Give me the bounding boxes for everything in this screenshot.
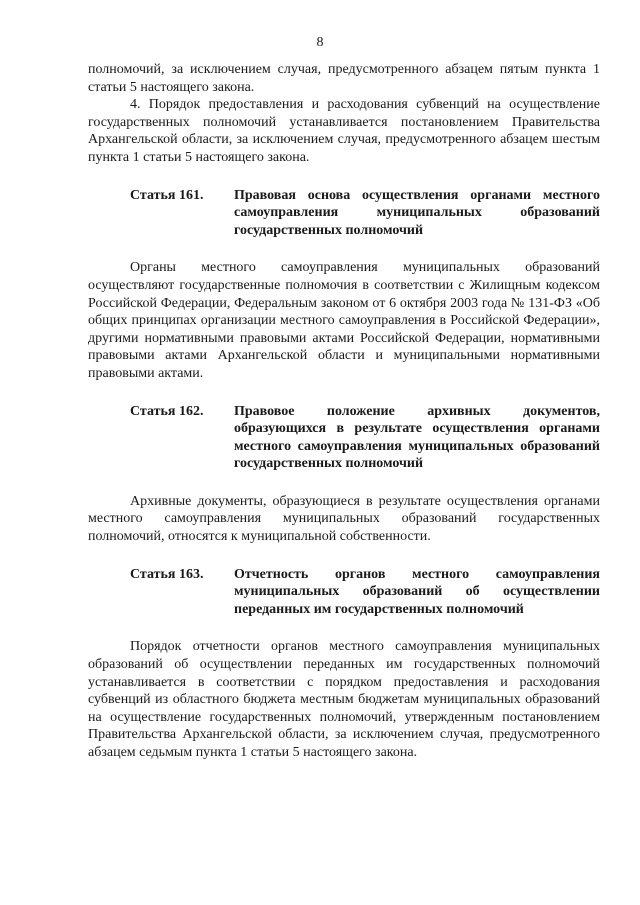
article-title: Правовое положение архивных документов, образующихся в результате осуществления органами местного самоуправления муниципальных образований государственных полномочий: [234, 403, 600, 472]
article-number: Статья 163.: [130, 566, 204, 582]
paragraph-point-4: 4. Порядок предоставления и расходования субвенций на осуществление государственных полномочий устанавливается постановлением Правительства Архангельской области, за исключением случая, предусмотренного абзацем шестым пункта 1 статьи 5 настоящего закона.: [88, 97, 600, 165]
article-body-163: Порядок отчетности органов местного самоуправления муниципальных образований об осуществлении переданных им государственных полномочий устанавливается в соответствии с порядком предоставления и расходования субвенций из областного бюджета местным бюджетам муниципальных образований на осуществление государственных полномочий, утвержденным постановлением Правительства Архангельской области, за исключением случая, предусмотренного абзацем седьмым пункта 1 статьи 5 настоящего закона.: [88, 639, 600, 760]
article-body-162: Архивные документы, образующиеся в результате осуществления органами местного самоуправления муниципальных образований государственных полномочий, относятся к муниципальной собственности.: [88, 493, 600, 545]
page-number: 8: [316, 35, 324, 50]
document-body: [88, 61, 600, 762]
article-number: Статья 161.: [130, 187, 204, 203]
article-title: Правовая основа осуществления органами местного самоуправления муниципальных образований государственных полномочий: [234, 187, 600, 238]
article-title: Отчетность органов местного самоуправления муниципальных образований об осуществлении переданных им государственных полномочий: [234, 566, 600, 617]
article-heading-162: [130, 403, 600, 473]
paragraph-continuation: полномочий, за исключением случая, предусмотренного абзацем пятым пункта 1 статьи 5 настоящего закона.: [88, 62, 600, 95]
article-body-161: Органы местного самоуправления муниципальных образований осуществляют государственные полномочия в соответствии с Жилищным кодексом Российской Федерации, Федеральным законом от 6 октября 2003 года № 131-ФЗ «Об общих принципах организации местного самоуправления в Российской Федерации», другими нормативными правовыми актами Российской Федерации, нормативными правовыми актами Архангельской области и муниципальными нормативными правовыми актами.: [88, 260, 600, 381]
article-heading-163: [130, 566, 600, 619]
article-heading-161: [130, 187, 600, 240]
article-number: Статья 162.: [130, 403, 204, 419]
